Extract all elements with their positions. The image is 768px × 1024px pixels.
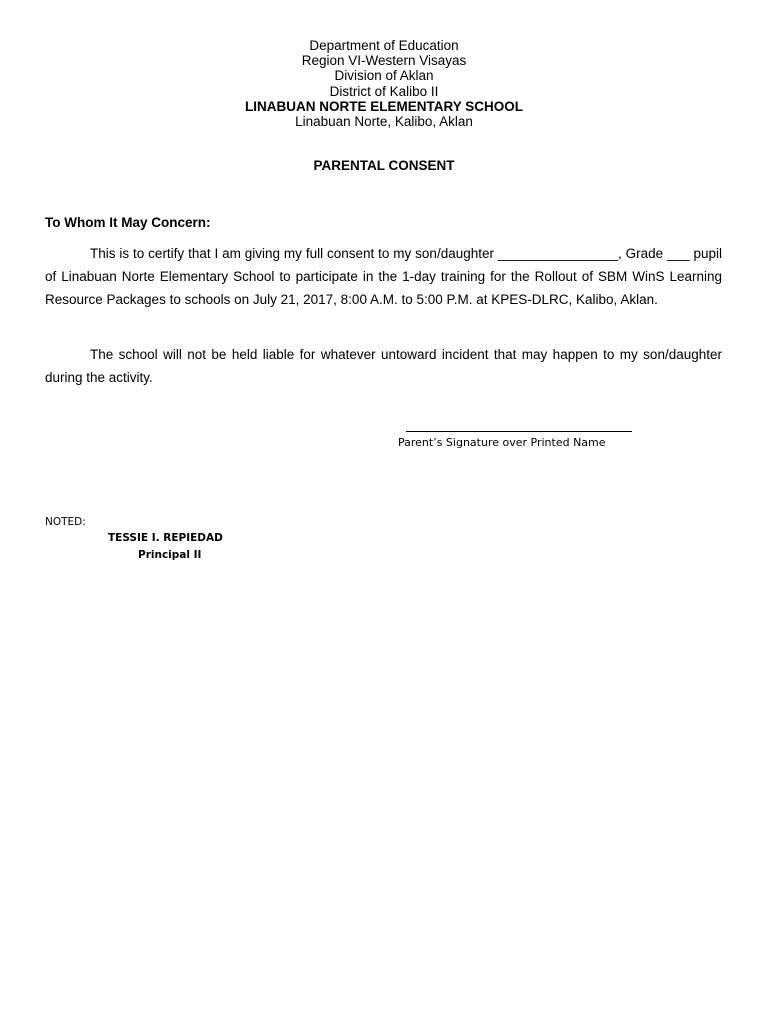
- school-address: Linabuan Norte, Kalibo, Aklan: [295, 114, 473, 130]
- noted-label: NOTED:: [45, 516, 86, 528]
- liability-paragraph: The school will not be held liable for whatever untoward incident that may happen to my son/daughter during the activity.: [45, 347, 722, 385]
- signature-line: [406, 431, 632, 432]
- division-line: Division of Aklan: [334, 68, 434, 84]
- district-line: District of Kalibo II: [329, 83, 439, 99]
- consent-paragraph: This is to certify that I am giving my full consent to my son/daughter ________________, Grade ___ pupil of Linabuan Norte Elementary School to participate in the 1-day training for the Rollout of SBM WinS Learning Resource Packages to schools on July 21, 2017, 8:00 A.M. to 5:00 P.M. at KPES-DLRC, Kalibo, Aklan.: [45, 246, 722, 307]
- department-line: Department of Education: [309, 38, 459, 53]
- school-name: LINABUAN NORTE ELEMENTARY SCHOOL: [244, 98, 523, 114]
- principal-name: TESSIE I. REPIEDAD: [108, 532, 223, 544]
- region-line: Region VI-Western Visayas: [301, 53, 467, 69]
- salutation: To Whom It May Concern:: [45, 215, 211, 230]
- document-title: PARENTAL CONSENT: [313, 158, 455, 173]
- signature-label: Parent’s Signature over Printed Name: [398, 436, 606, 449]
- principal-title: Principal II: [138, 549, 202, 561]
- letterhead: [0, 38, 768, 129]
